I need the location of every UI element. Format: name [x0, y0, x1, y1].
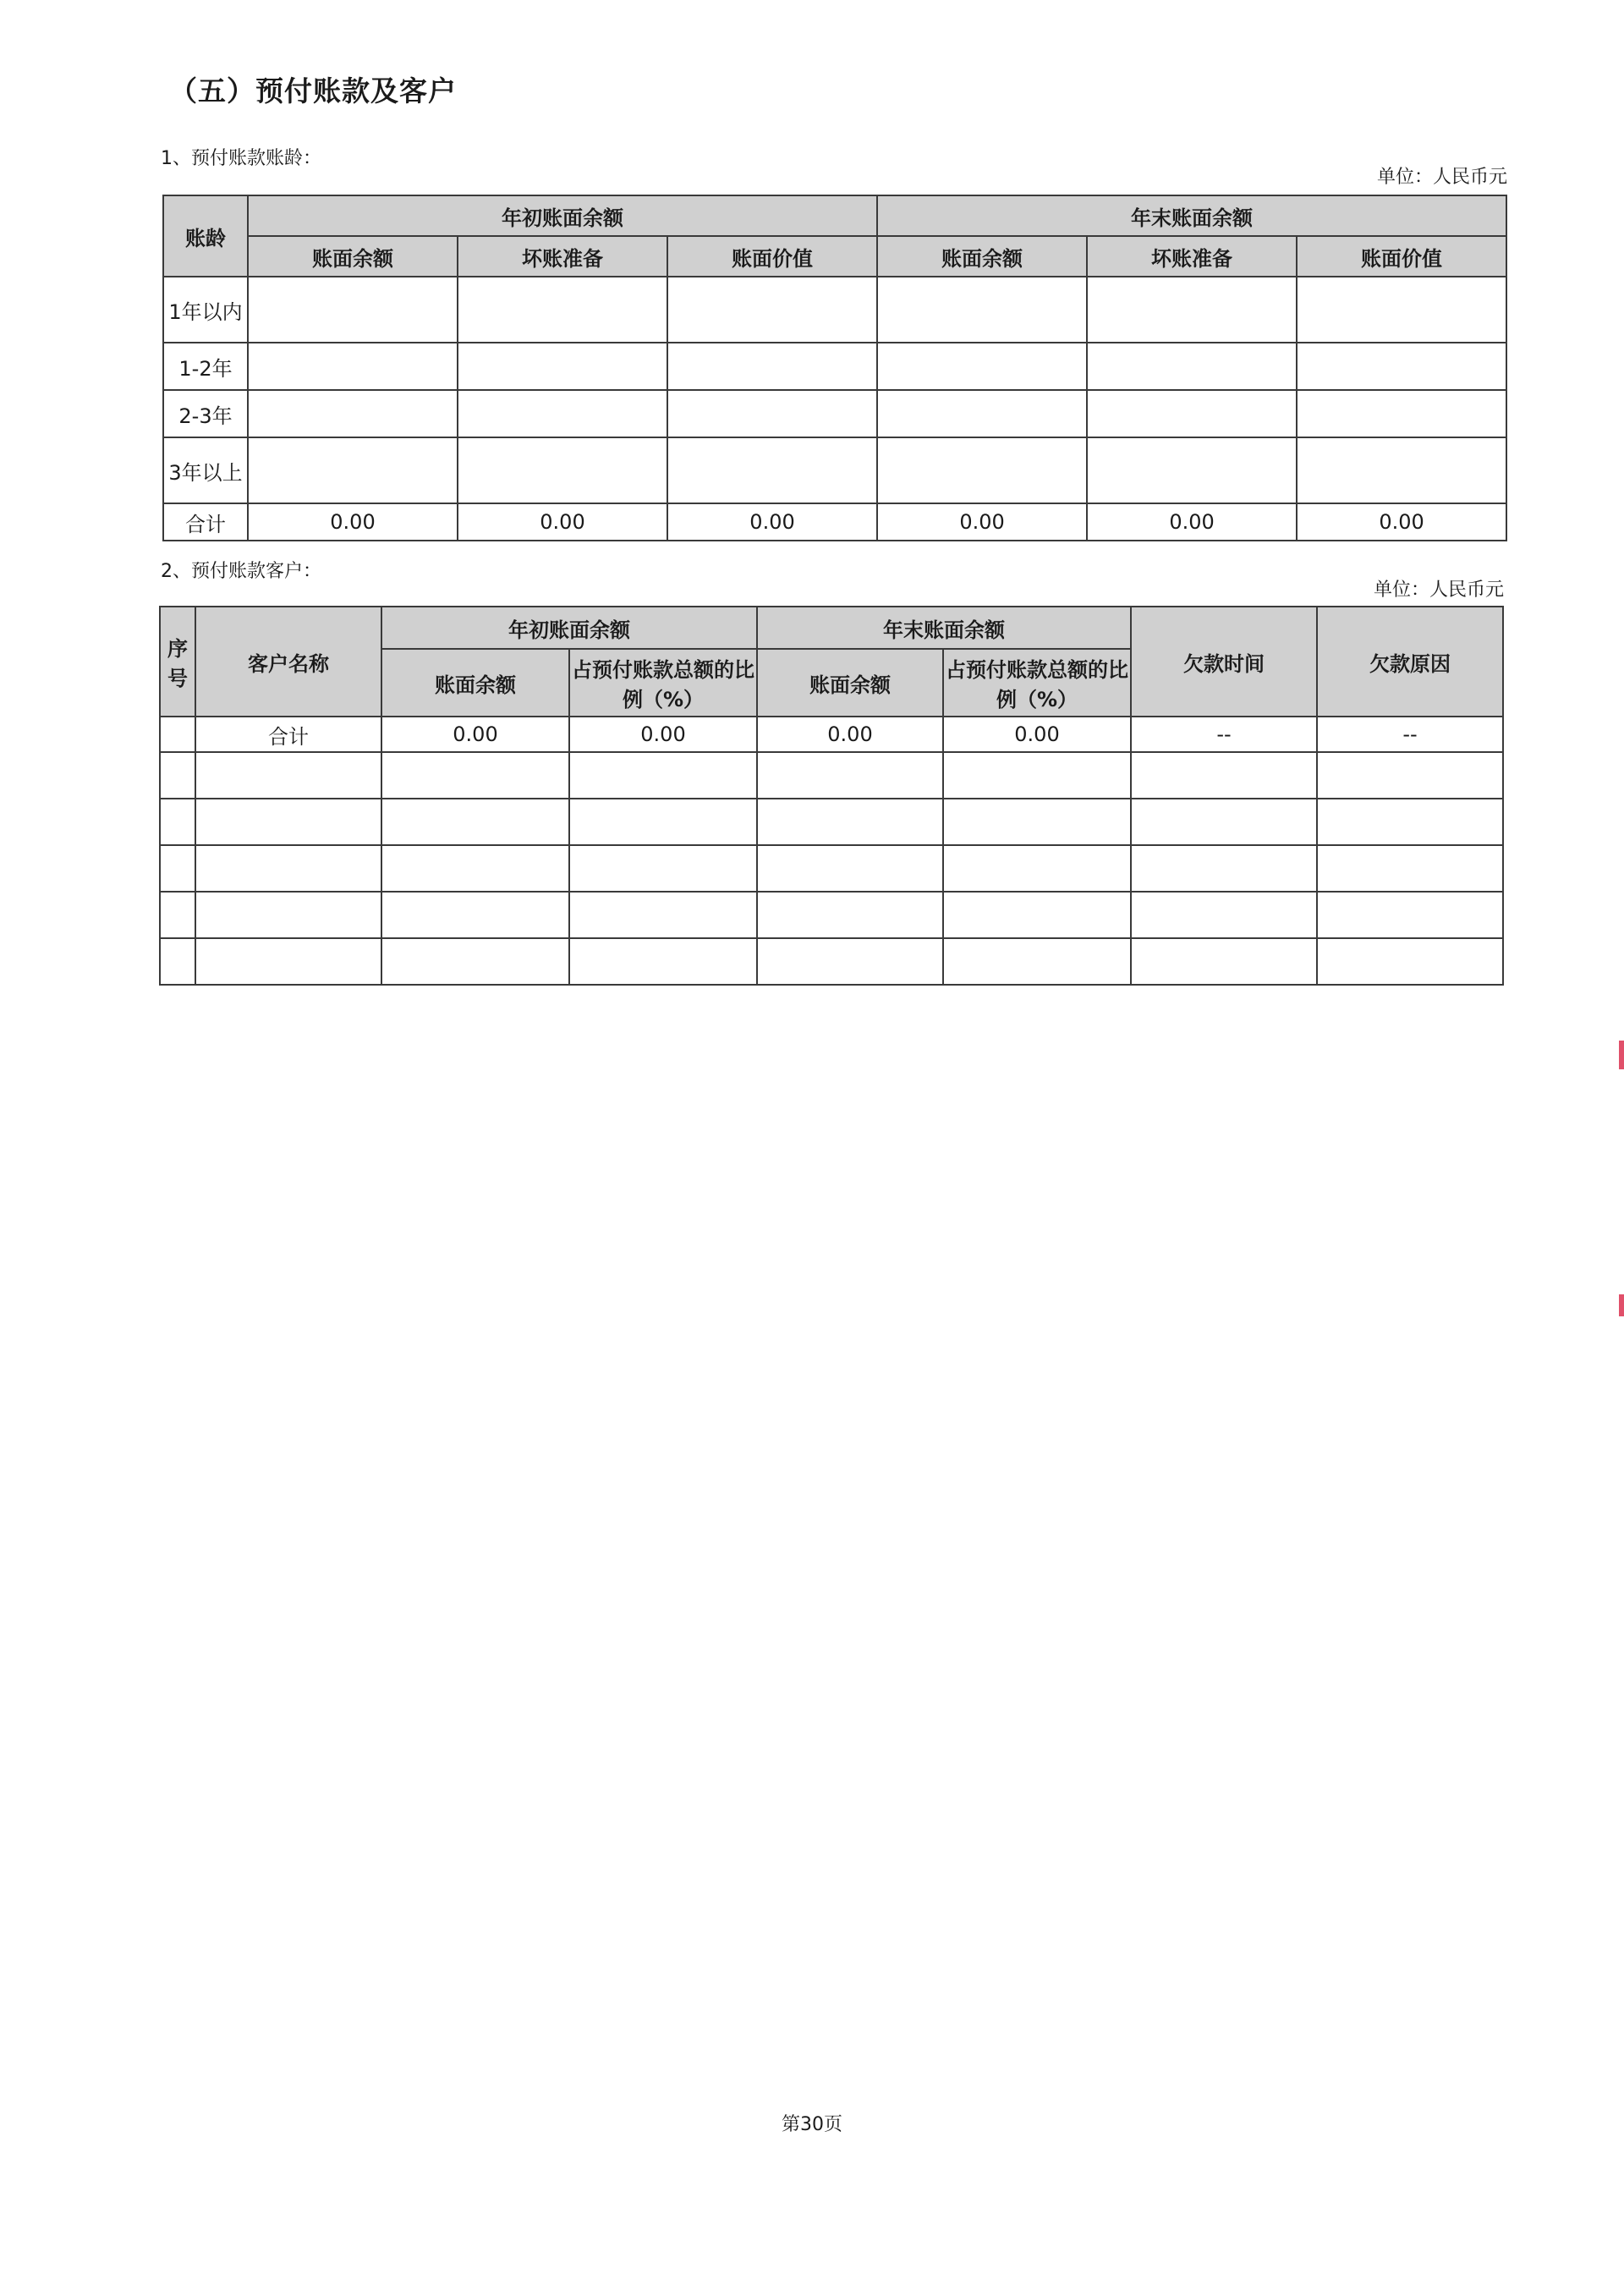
table-cell — [877, 437, 1087, 503]
column-header: 占预付账款总额的比例（%） — [569, 649, 757, 717]
row-label: 合计 — [163, 503, 248, 541]
table-cell — [248, 343, 458, 390]
table-row — [163, 390, 1506, 437]
total-cell: 0.00 — [1297, 503, 1506, 541]
column-header: 账面余额 — [248, 236, 458, 277]
table-cell — [458, 277, 667, 343]
table-cell — [1087, 277, 1297, 343]
table-cell — [877, 343, 1087, 390]
table-row — [163, 343, 1506, 390]
table-cell — [248, 277, 458, 343]
section-title: （五）预付账款及客户 — [169, 74, 457, 107]
column-header: 坏账准备 — [1087, 236, 1297, 277]
total-cell: 0.00 — [943, 717, 1131, 752]
total-row — [163, 503, 1506, 541]
table-cell — [1297, 343, 1506, 390]
group-start-header: 年初账面余额 — [381, 607, 757, 649]
table-cell — [667, 277, 877, 343]
total-cell: -- — [1317, 717, 1503, 752]
table-cell — [1087, 343, 1297, 390]
total-cell: 0.00 — [248, 503, 458, 541]
group-end-header: 年末账面余额 — [757, 607, 1131, 649]
table-cell — [1087, 437, 1297, 503]
column-header: 账面余额 — [757, 649, 943, 717]
table-cell — [458, 437, 667, 503]
table1-subtitle: 1、预付账款账龄： — [161, 148, 321, 169]
table1-unit: 单位：人民币元 — [1376, 167, 1507, 188]
group-end-header: 年末账面余额 — [877, 195, 1506, 236]
customer-table — [159, 606, 1504, 986]
table-row — [163, 277, 1506, 343]
total-cell: 0.00 — [757, 717, 943, 752]
table-cell — [877, 390, 1087, 437]
total-cell: 0.00 — [381, 717, 569, 752]
seq-header: 序号 — [160, 607, 195, 717]
customer-name-header: 客户名称 — [195, 607, 381, 717]
overdue-reason-header: 欠款原因 — [1317, 607, 1503, 717]
total-cell: 0.00 — [877, 503, 1087, 541]
table-cell — [667, 343, 877, 390]
row-label: 1-2年 — [163, 343, 248, 390]
page-number: 第30页 — [782, 2114, 842, 2135]
table-cell — [667, 390, 877, 437]
aging-header: 账龄 — [163, 195, 248, 277]
table-cell — [1297, 277, 1506, 343]
table-cell — [1297, 437, 1506, 503]
table-row — [160, 845, 1503, 892]
table-row — [163, 437, 1506, 503]
total-label: 合计 — [195, 717, 381, 752]
table-row — [160, 892, 1503, 938]
row-label: 1年以内 — [163, 277, 248, 343]
total-cell: 0.00 — [667, 503, 877, 541]
table-row — [160, 938, 1503, 985]
row-label: 2-3年 — [163, 390, 248, 437]
table-cell — [1087, 390, 1297, 437]
scan-edge-mark — [1619, 1041, 1624, 1069]
aging-table — [162, 195, 1507, 541]
table-cell — [667, 437, 877, 503]
table2-subtitle: 2、预付账款客户： — [161, 561, 321, 582]
table-cell — [248, 390, 458, 437]
column-header: 坏账准备 — [458, 236, 667, 277]
table-cell — [160, 717, 195, 752]
column-header: 账面价值 — [667, 236, 877, 277]
group-start-header: 年初账面余额 — [248, 195, 877, 236]
total-cell: 0.00 — [569, 717, 757, 752]
scan-edge-mark — [1619, 1294, 1624, 1316]
column-header: 占预付账款总额的比例（%） — [943, 649, 1131, 717]
total-cell: 0.00 — [458, 503, 667, 541]
table-cell — [458, 343, 667, 390]
column-header: 账面价值 — [1297, 236, 1506, 277]
column-header: 账面余额 — [381, 649, 569, 717]
table-row — [160, 752, 1503, 799]
table-cell — [1297, 390, 1506, 437]
total-row — [160, 717, 1503, 752]
table-cell — [248, 437, 458, 503]
row-label: 3年以上 — [163, 437, 248, 503]
table-cell — [458, 390, 667, 437]
table-cell — [877, 277, 1087, 343]
table-row — [160, 799, 1503, 845]
table2-unit: 单位：人民币元 — [1373, 579, 1504, 601]
overdue-time-header: 欠款时间 — [1131, 607, 1317, 717]
total-cell: -- — [1131, 717, 1317, 752]
column-header: 账面余额 — [877, 236, 1087, 277]
total-cell: 0.00 — [1087, 503, 1297, 541]
